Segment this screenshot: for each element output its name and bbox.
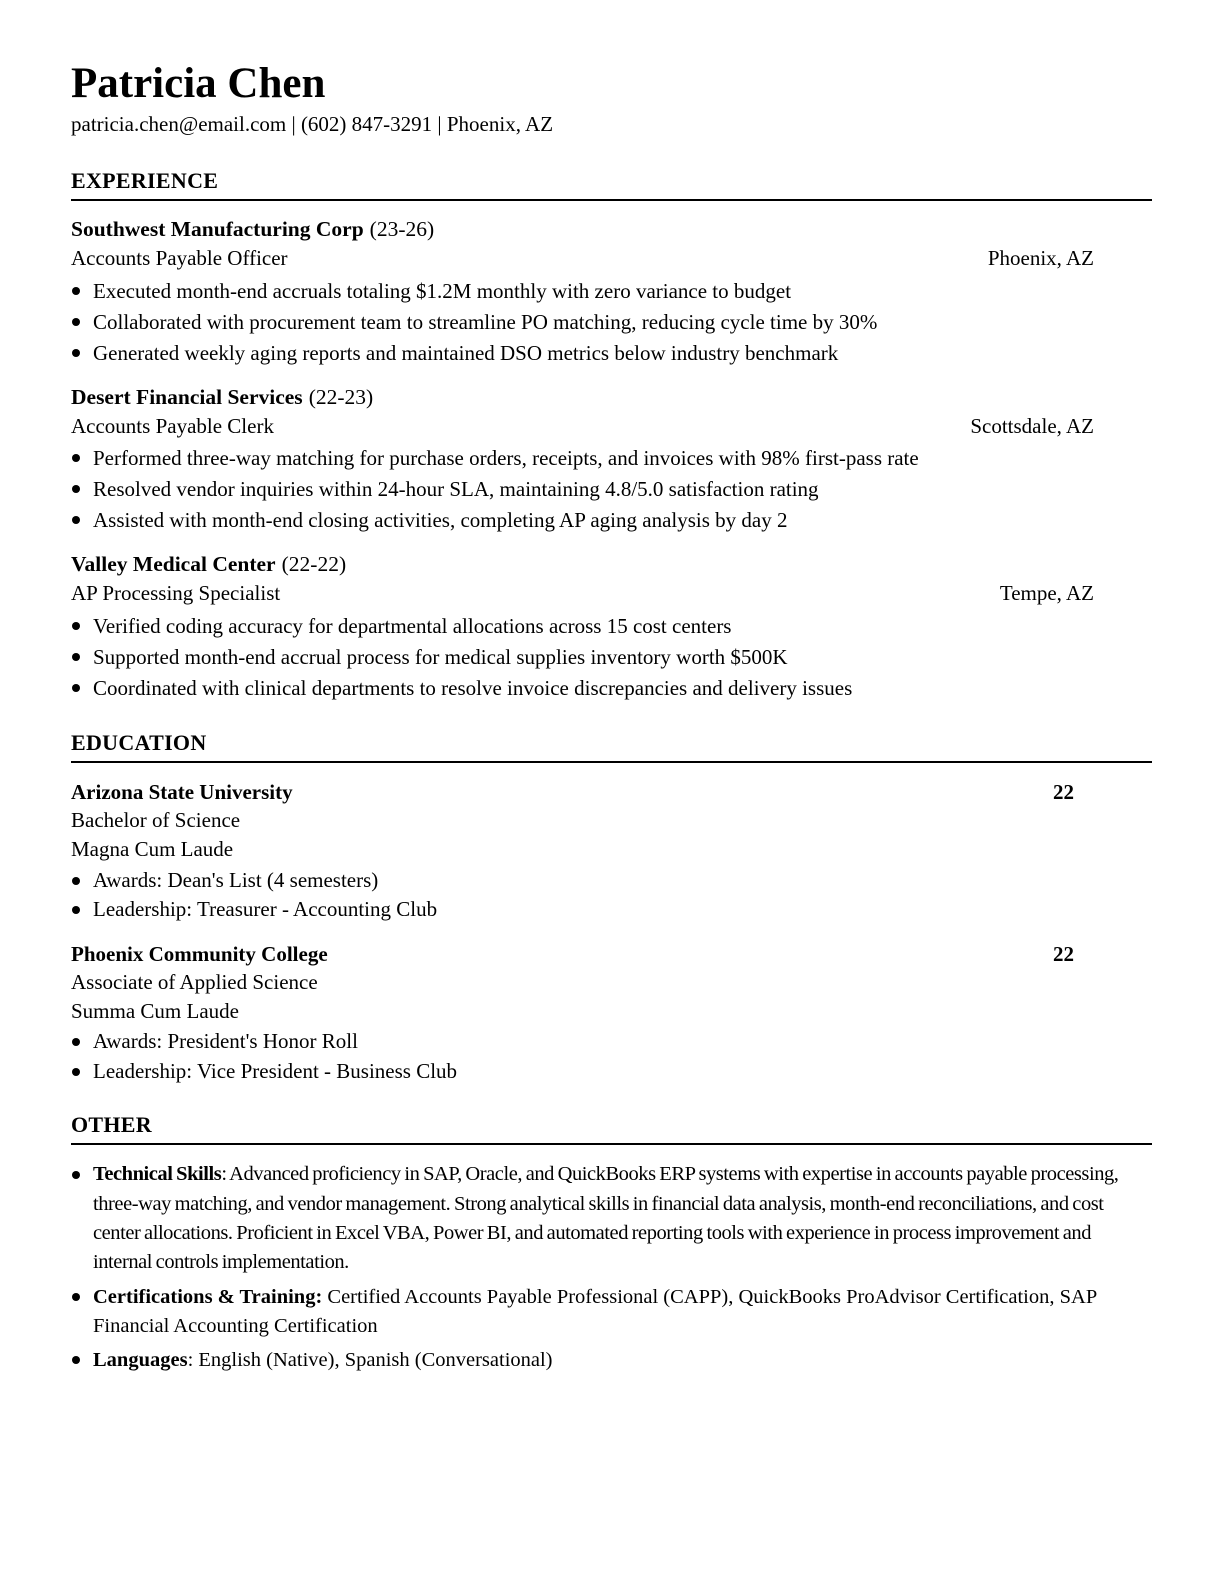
- other-item-label: Certifications & Training:: [93, 1285, 323, 1308]
- experience-bullet: Generated weekly aging reports and maintained DSO metrics below industry benchmark: [71, 338, 1152, 369]
- education-entry: [71, 778, 1152, 925]
- graduation-year: 22: [1053, 779, 1074, 804]
- experience-bullet-list: [71, 443, 1152, 536]
- school-year-row: [71, 778, 1152, 806]
- education-bullet: Leadership: Treasurer - Accounting Club: [71, 895, 1152, 924]
- degree: Bachelor of Science: [71, 808, 241, 833]
- education-bullet-list: [71, 1027, 1152, 1086]
- other-item-label: Languages: [93, 1349, 188, 1372]
- experience-bullet: Resolved vendor inquiries within 24-hour SLA, maintaining 4.8/5.0 satisfaction rating: [71, 474, 1152, 505]
- experience-entry-header: [71, 551, 1152, 579]
- other-item-languages: [71, 1346, 1152, 1375]
- person-name: Patricia Chen: [71, 60, 326, 107]
- experience-entry-header: [71, 216, 1152, 244]
- job-title: Accounts Payable Clerk: [71, 413, 274, 438]
- company-name: Desert Financial Services: [71, 384, 303, 409]
- section-heading-other: OTHER: [71, 1112, 1152, 1145]
- employment-dates: (22-23): [308, 384, 374, 409]
- experience-bullet-list: [71, 276, 1152, 369]
- honors: Magna Cum Laude: [71, 837, 234, 862]
- section-experience: [71, 168, 1152, 704]
- experience-bullet: Supported month-end accrual process for medical supplies inventory worth $500K: [71, 642, 1152, 673]
- other-item-certifications: [71, 1283, 1152, 1342]
- job-location: Tempe, AZ: [999, 581, 1094, 606]
- education-bullet: Awards: President's Honor Roll: [71, 1027, 1152, 1056]
- title-location-row: [71, 412, 1152, 440]
- company-name: Valley Medical Center: [71, 552, 276, 577]
- section-education: [71, 730, 1152, 1086]
- honors: Summa Cum Laude: [71, 998, 239, 1023]
- other-item-text: Certified Accounts Payable Professional (CAPP), QuickBooks ProAdvisor Certification, SAP Financial Accounting Certification: [93, 1285, 1097, 1337]
- job-location: Phoenix, AZ: [987, 246, 1094, 271]
- job-title: Accounts Payable Officer: [71, 246, 288, 271]
- section-heading-education: EDUCATION: [71, 730, 1152, 763]
- experience-bullet: Assisted with month-end closing activities, completing AP aging analysis by day 2: [71, 505, 1152, 536]
- experience-bullet: Coordinated with clinical departments to resolve invoice discrepancies and delivery issues: [71, 673, 1152, 704]
- job-title: AP Processing Specialist: [71, 581, 281, 606]
- school-year-row: [71, 940, 1152, 968]
- education-entry: [71, 940, 1152, 1087]
- other-item-technical-skills: [71, 1160, 1152, 1277]
- section-other: [71, 1112, 1152, 1375]
- school-name: Phoenix Community College: [71, 941, 328, 966]
- experience-bullet: Performed three-way matching for purchase orders, receipts, and invoices with 98% first-pass rate: [71, 443, 1152, 474]
- graduation-year: 22: [1053, 941, 1074, 966]
- degree: Associate of Applied Science: [71, 969, 318, 994]
- education-bullet: Awards: Dean's List (4 semesters): [71, 866, 1152, 895]
- contact-line: patricia.chen@email.com | (602) 847-3291 | Phoenix, AZ: [71, 112, 554, 137]
- experience-bullet: Executed month-end accruals totaling $1.2M monthly with zero variance to budget: [71, 276, 1152, 307]
- experience-entry: [71, 216, 1152, 369]
- experience-bullet: Collaborated with procurement team to streamline PO matching, reducing cycle time by 30%: [71, 307, 1152, 338]
- employment-dates: (23-26): [369, 217, 435, 242]
- school-name: Arizona State University: [71, 779, 293, 804]
- other-item-text: : English (Native), Spanish (Conversational): [187, 1349, 553, 1372]
- other-item-label: Technical Skills: [93, 1163, 222, 1186]
- education-bullet-list: [71, 866, 1152, 925]
- other-item-text: : Advanced proficiency in SAP, Oracle, and QuickBooks ERP systems with expertise in accounts payable processing, three-way matching, and vendor management. Strong analytical skills in financial data analysis, month-end reconciliations, and cost center allocations. Proficient in Excel VBA, Power BI, and automated reporting tools with experience in process improvement and internal controls implementation.: [93, 1163, 1119, 1274]
- title-location-row: [71, 579, 1152, 607]
- experience-entry: [71, 384, 1152, 537]
- experience-entry: [71, 551, 1152, 704]
- experience-bullet: Verified coding accuracy for departmental allocations across 15 cost centers: [71, 611, 1152, 642]
- other-list: [71, 1160, 1152, 1375]
- education-bullet: Leadership: Vice President - Business Club: [71, 1057, 1152, 1086]
- experience-entry-header: [71, 384, 1152, 412]
- company-name: Southwest Manufacturing Corp: [71, 217, 364, 242]
- job-location: Scottsdale, AZ: [970, 413, 1094, 438]
- title-location-row: [71, 244, 1152, 272]
- section-heading-experience: EXPERIENCE: [71, 168, 1152, 201]
- employment-dates: (22-22): [281, 552, 347, 577]
- experience-bullet-list: [71, 611, 1152, 704]
